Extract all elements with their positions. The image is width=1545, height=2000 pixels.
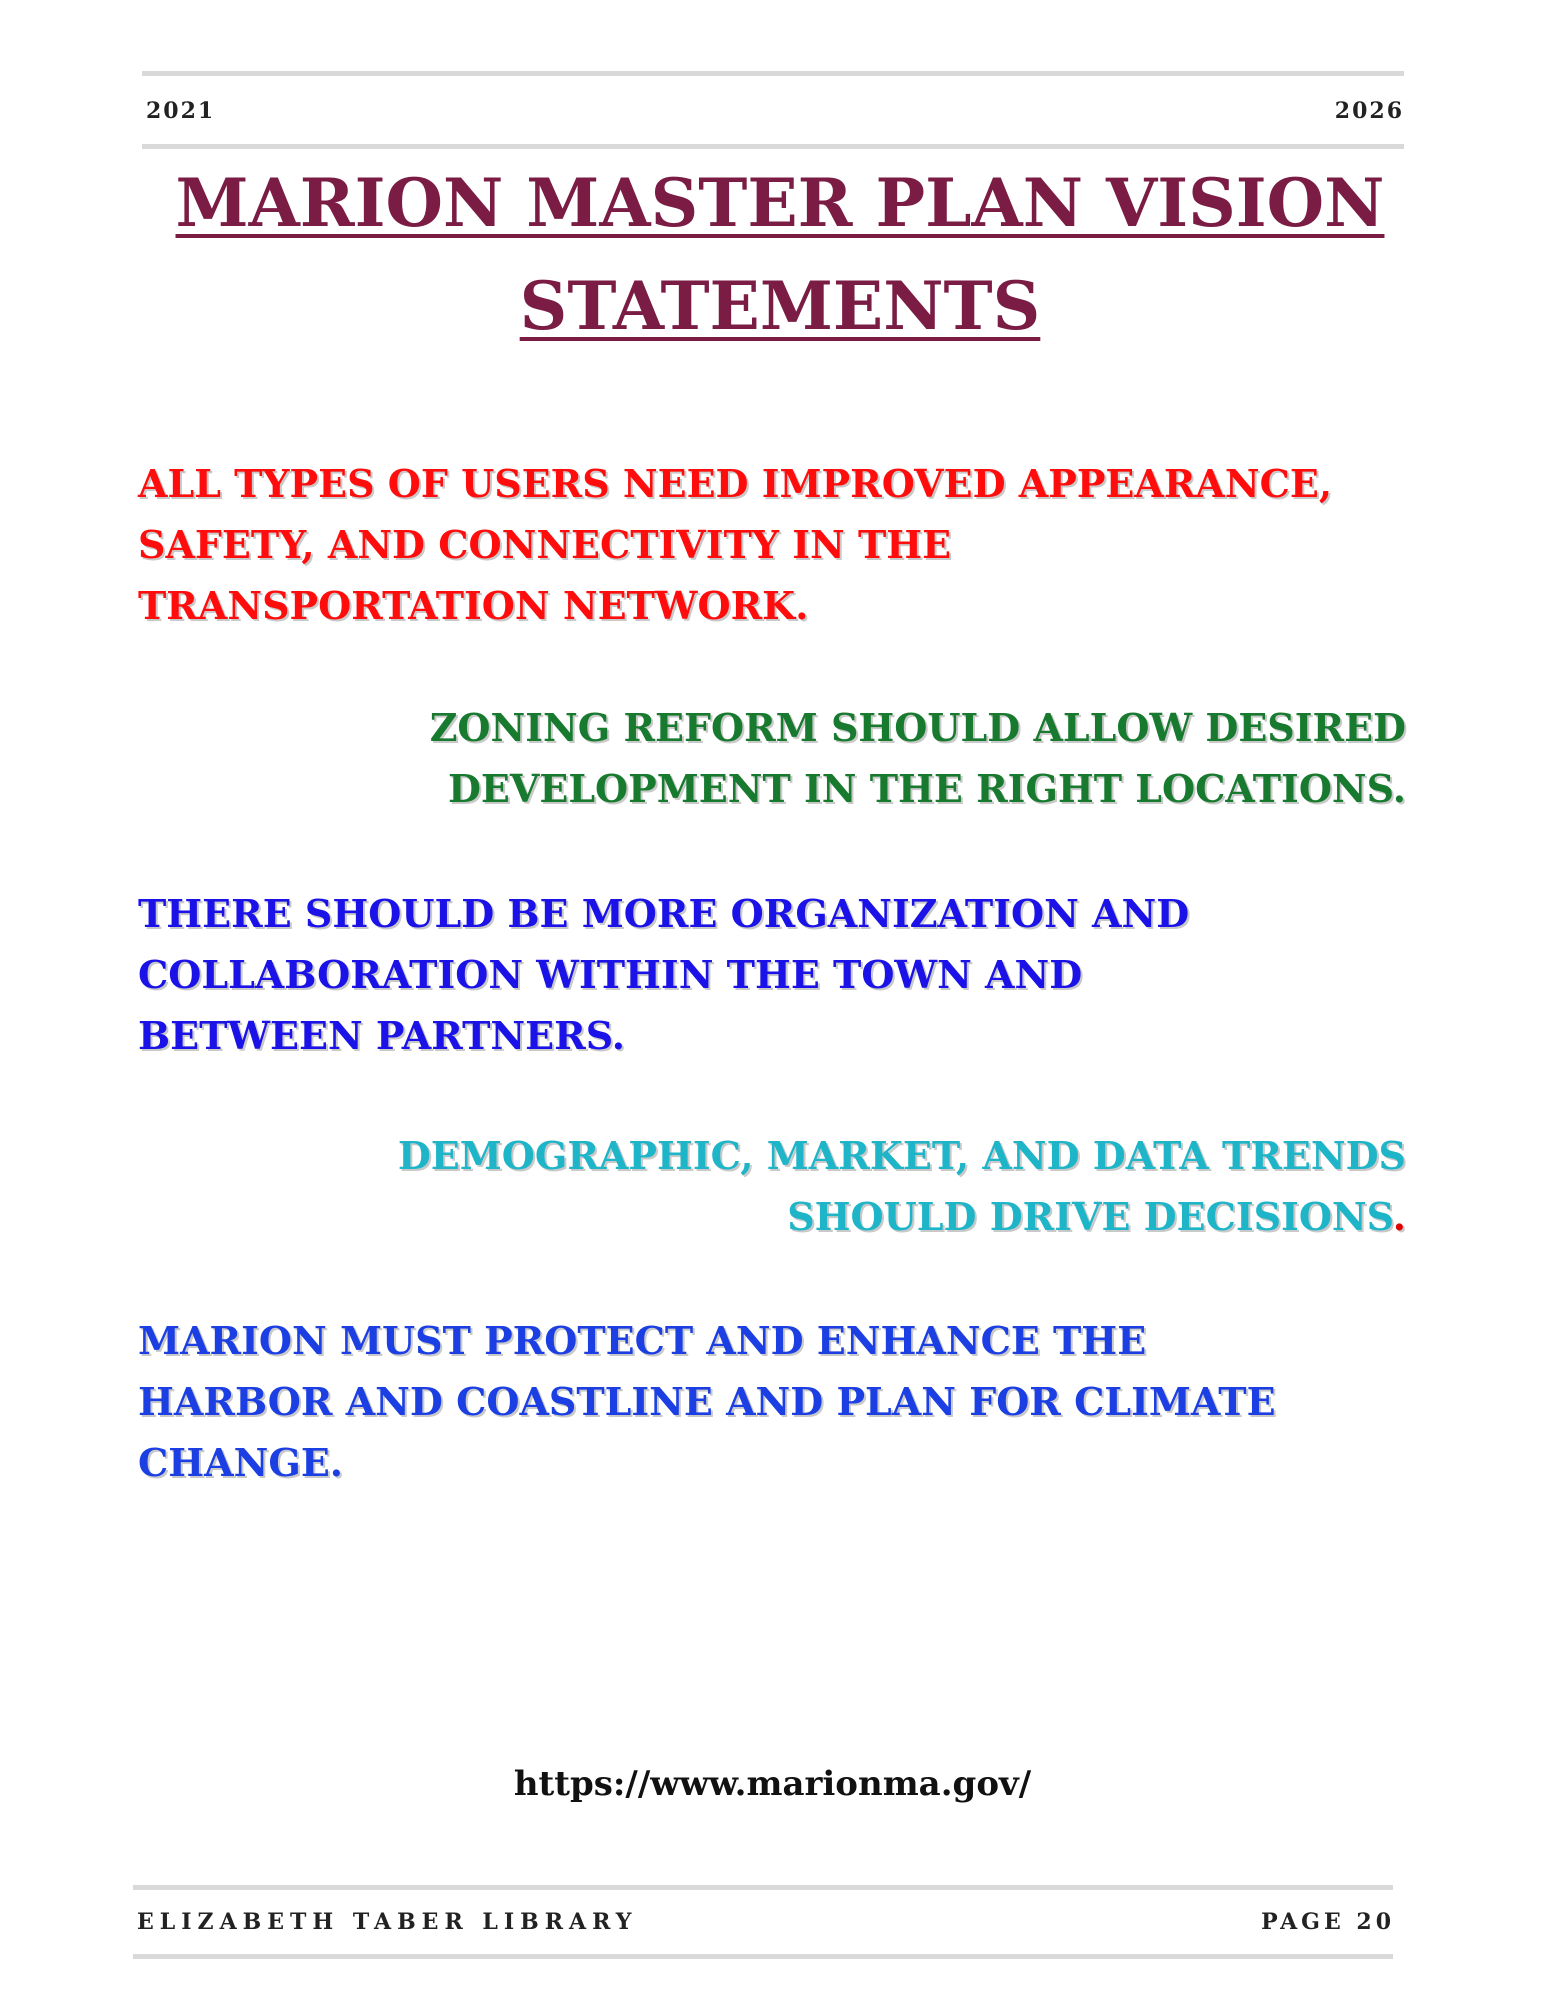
vision-statement-zoning [306,697,1406,819]
statement-line: BETWEEN PARTNERS. [138,1013,626,1058]
vision-statement-harbor [138,1310,1398,1493]
statement-line: CHANGE. [138,1440,344,1485]
footer-bottom-rule [133,1954,1393,1959]
statement-line: THERE SHOULD BE MORE ORGANIZATION AND [138,891,1190,936]
footer-page-number: PAGE 20 [1261,1909,1395,1935]
header-bottom-rule [142,144,1404,149]
page-title [140,152,1420,358]
statement-line: ALL TYPES OF USERS NEED IMPROVED APPEARANCE, [138,461,1333,506]
statement-trailing-period: . [1392,1194,1406,1239]
vision-statement-transportation [138,453,1438,636]
page-title-line1: MARION MASTER PLAN VISION [175,164,1385,242]
page-title-line2: STATEMENTS [519,267,1041,345]
statement-line: SAFETY, AND CONNECTIVITY IN THE [138,522,952,567]
footer-top-rule [133,1885,1393,1890]
header-year-end: 2026 [1334,98,1404,124]
website-url: https://www.marionma.gov/ [513,1764,1032,1804]
statement-line: SHOULD DRIVE DECISIONS [787,1194,1393,1239]
statement-line: TRANSPORTATION NETWORK. [138,583,809,628]
footer-library-name: ELIZABETH TABER LIBRARY [137,1909,638,1935]
vision-statement-data-trends [206,1125,1406,1247]
statement-line: MARION MUST PROTECT AND ENHANCE THE [138,1318,1147,1363]
header-top-rule [142,71,1404,76]
statement-line: COLLABORATION WITHIN THE TOWN AND [138,952,1083,997]
statement-line: HARBOR AND COASTLINE AND PLAN FOR CLIMATE [138,1379,1276,1424]
statement-line: ZONING REFORM SHOULD ALLOW DESIRED [429,705,1406,750]
vision-statement-collaboration [138,883,1338,1066]
statement-line: DEVELOPMENT IN THE RIGHT LOCATIONS. [447,766,1406,811]
statement-line: DEMOGRAPHIC, MARKET, AND DATA TRENDS [397,1133,1406,1178]
header-year-start: 2021 [146,98,216,124]
